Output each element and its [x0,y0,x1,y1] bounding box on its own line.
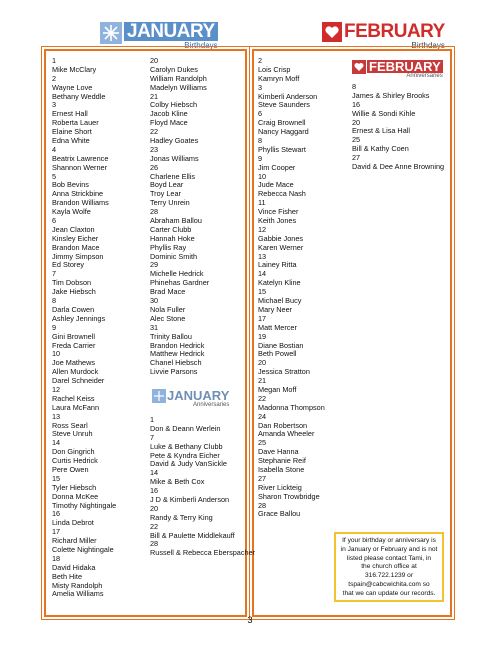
list-item: Elaine Short [52,127,92,137]
list-item: Curtis Hedrick [52,456,98,466]
january-title: JANUARY [124,22,218,41]
notice-line: the church office at [361,563,417,571]
list-item: Trinity Ballou [150,331,192,341]
list-item: 23 [150,144,159,154]
heart-icon [352,60,366,74]
list-item: Brad Mace [150,287,186,297]
list-item: James & Shirley Brooks [352,90,430,100]
list-item: Ernest & Lisa Hall [352,126,410,136]
list-item: 16 [52,509,61,519]
list-item: Jimmy Simpson [52,251,104,261]
january-birthdays-list-1 [52,57,116,599]
list-item: Don & Deann Werlein [150,423,221,433]
january-anniversaries-title: JANUARY [167,388,230,403]
list-item: Joe Mathews [52,358,95,368]
list-item: Ross Searl [52,420,88,430]
list-item: Jessica Stratton [258,367,310,377]
list-item: Phinehas Gardner [150,278,210,288]
list-item: Ashley Jennings [52,313,106,323]
list-item: 30 [150,296,159,306]
list-item: 12 [52,384,61,394]
list-item: 14 [150,468,159,478]
list-item: 8 [52,296,57,306]
list-item: 22 [258,393,267,403]
list-item: 14 [52,438,61,448]
january-anniversaries-list [150,416,255,558]
list-item: 7 [52,269,57,279]
list-item: Tyler Hiebsch [52,482,97,492]
list-item: Pete & Kyndra Eicher [150,450,220,460]
list-item: Steve Saunders [258,100,310,110]
list-item: 20 [150,56,159,65]
list-item: Charlene Ellis [150,171,196,181]
list-item: Pere Owen [52,464,89,474]
list-item: 3 [52,100,57,110]
list-item: Edna White [52,136,90,146]
list-item: River Lickteig [258,482,302,492]
list-item: Floyd Mace [150,118,188,128]
list-item: Isabella Stone [258,464,305,474]
list-item: 7 [150,432,155,442]
list-item: Rachel Keiss [52,393,95,403]
list-item: 15 [52,473,61,483]
february-title: FEBRUARY [344,21,445,42]
list-item: Willie & Sondi Kihle [352,108,416,118]
list-item: Ernest Hall [52,109,88,119]
list-item: Matthew Hedrick [150,349,205,359]
list-item: Mike McClary [52,64,97,74]
list-item: 15 [258,287,267,297]
list-item: 20 [150,503,159,513]
list-item: Grace Ballou [258,509,301,519]
list-item: 9 [258,153,263,163]
list-item: Colette Nightingale [52,544,114,554]
list-item: Beth Powell [258,349,297,359]
list-item: Kinsley Eicher [52,233,99,243]
list-item: Carter Clubb [150,224,192,234]
list-item: 22 [150,521,159,531]
list-item: 10 [258,171,267,181]
list-item: 18 [52,553,61,563]
list-item: David & Judy VanSickle [150,459,227,469]
list-item: 13 [258,251,267,261]
list-item: Ed Storey [52,260,85,270]
list-item: 19 [258,331,267,341]
list-item: Richard Miller [52,536,97,546]
notice-line: listed please contact Tami, in [346,554,432,562]
list-item: Megan Moff [258,384,297,394]
list-item: 16 [352,99,361,109]
list-item: Jacob Kline [150,109,188,119]
list-item: Livvie Parsons [150,367,198,377]
list-item: Wayne Love [52,82,93,92]
january-anniversaries-badge [152,389,229,408]
list-item: 31 [150,322,159,332]
list-item: Mike & Beth Cox [150,477,205,487]
list-item: Donna McKee [52,491,99,501]
list-item: 28 [150,207,159,217]
list-item: 17 [52,527,61,537]
list-item: Kayla Wolfe [52,207,91,217]
list-item: Darel Schneider [52,376,105,386]
list-item: Keith Jones [258,216,297,226]
list-item: Hannah Hoke [150,233,195,243]
list-item: Bob Bevins [52,180,89,190]
list-item: 28 [258,500,267,510]
notice-line: tspain@cabcwichita.com so [348,580,430,588]
list-item: 3 [258,82,263,92]
february-subtitle: Birthdays [411,41,445,50]
list-item: Phyllis Stewart [258,144,306,154]
list-item: 24 [258,411,267,421]
january-birthdays-list-2 [150,57,209,377]
list-item: 29 [150,260,159,270]
list-item: Brandon Mace [52,242,100,252]
list-item: Jonas Williams [150,153,199,163]
list-item: 6 [258,109,263,119]
list-item: Bethany Weddle [52,91,106,101]
list-item: Lainey Ritta [258,260,297,270]
list-item: Nancy Haggard [258,127,309,137]
list-item: Kimberli Anderson [258,91,318,101]
list-item: Darla Cowen [52,304,95,314]
list-item: 12 [258,224,267,234]
list-item: 5 [52,171,57,181]
list-item: Boyd Lear [150,180,184,190]
list-item: David Hidaka [52,562,96,572]
list-item: 21 [258,376,267,386]
list-item: Russell & Rebecca Eberspacher [150,548,256,558]
list-item: Timothy Nightingale [52,500,117,510]
february-birthdays-list [258,57,325,519]
list-item: Amelia Williams [52,589,104,599]
list-item: Craig Brownell [258,118,306,128]
notice-line: in January or February and is not [340,545,438,553]
list-item: Gabbie Jones [258,233,304,243]
list-item: Sharon Trowbridge [258,491,320,501]
january-subtitle: Birthdays [184,41,218,50]
list-item: Laura McFann [52,402,100,412]
list-item: Steve Unruh [52,429,93,439]
list-item: Diane Bostian [258,340,304,350]
list-item: Dominic Smith [150,251,198,261]
list-item: 6 [52,216,57,226]
list-item: 8 [352,82,357,91]
notice-line: If your birthday or anniversary is [342,537,436,544]
list-item: 25 [258,438,267,448]
notice-line: 316.722.1239 or [364,572,414,580]
list-item: Jean Claxton [52,224,95,234]
snowflake-icon [152,389,166,403]
february-birthdays-header [322,22,445,50]
heart-icon [322,22,342,42]
list-item: Brandon Williams [52,198,109,208]
list-item: Michael Bucy [258,296,302,306]
list-item: Luke & Bethany Clubb [150,441,223,451]
list-item: William Randolph [150,73,207,83]
list-item: Abraham Ballou [150,216,202,226]
list-item: Brandon Hedrick [150,340,205,350]
february-anniversaries-subtitle: Anniversaries [406,73,443,79]
list-item: 20 [352,117,361,127]
list-item: 8 [258,136,263,146]
list-item: Jim Cooper [258,162,296,172]
list-item: Don Gingrich [52,447,95,457]
snowflake-icon [100,22,122,44]
list-item: Rebecca Nash [258,189,306,199]
list-item: Bill & Paulette Middlekauff [150,530,235,540]
list-item: Tim Dobson [52,278,92,288]
contact-notice [334,532,444,602]
list-item: Bill & Kathy Coen [352,144,409,154]
list-item: 21 [150,91,159,101]
list-item: David & Dee Anne Browning [352,162,445,172]
list-item: 22 [150,127,159,137]
list-item: Nola Fuller [150,304,186,314]
list-item: Mary Neer [258,304,293,314]
february-anniversaries-list [352,83,444,172]
list-item: 13 [52,411,61,421]
list-item: Dave Hanna [258,447,299,457]
list-item: 4 [52,144,57,154]
list-item: Amanda Wheeler [258,429,315,439]
february-anniversaries-title: FEBRUARY [369,59,441,74]
list-item: 25 [352,135,361,145]
february-anniversaries-badge [352,60,443,79]
list-item: Hadley Goates [150,136,199,146]
list-item: Alec Stone [150,313,186,323]
list-item: Misty Randolph [52,580,103,590]
list-item: 1 [52,56,57,65]
list-item: 20 [258,358,267,368]
list-item: 28 [150,539,159,549]
list-item: Freda Carrier [52,340,96,350]
list-item: Randy & Terry King [150,512,213,522]
list-item: 1 [150,415,155,424]
list-item: Michelle Hedrick [150,269,204,279]
list-item: Vince Fisher [258,207,299,217]
list-item: Troy Lear [150,189,181,199]
january-birthdays-header [100,22,218,50]
list-item: Beth Hite [52,571,83,581]
list-item: Dan Robertson [258,420,308,430]
list-item: Anna Strickbine [52,189,104,199]
notice-line: that we can update our records. [342,589,436,597]
list-item: 2 [258,56,263,65]
list-item: Allen Murdock [52,367,99,377]
list-item: 9 [52,322,57,332]
list-item: Katelyn Kline [258,278,301,288]
list-item: 2 [52,73,57,83]
list-item: 27 [258,473,267,483]
list-item: Jude Mace [258,180,294,190]
list-item: 26 [150,162,159,172]
list-item: Stephanie Reif [258,456,306,466]
page-number: 3 [247,615,253,625]
list-item: Colby Hiebsch [150,100,198,110]
list-item: Karen Werner [258,242,304,252]
list-item: Lois Crisp [258,64,291,74]
list-item: Gini Brownell [52,331,95,341]
list-item: Chanel Hiebsch [150,358,202,368]
list-item: Jake Hiebsch [52,287,96,297]
list-item: Phyllis Ray [150,242,187,252]
list-item: 17 [258,313,267,323]
list-item: Madelyn Williams [150,82,207,92]
list-item: 27 [352,153,361,163]
list-item: Shannon Werner [52,162,108,172]
list-item: 10 [52,349,61,359]
list-item: Madonna Thompson [258,402,325,412]
list-item: Beatrix Lawrence [52,153,109,163]
list-item: 11 [258,198,266,208]
list-item: Linda Debrot [52,518,94,528]
list-item: 14 [258,269,267,279]
list-item: J D & Kimberli Anderson [150,495,230,505]
list-item: Matt Mercer [258,322,297,332]
list-item: Terry Unrein [150,198,190,208]
list-item: 16 [150,486,159,496]
list-item: Roberta Lauer [52,118,99,128]
january-anniversaries-subtitle: Anniversaries [193,402,230,408]
list-item: Kamryn Moff [258,73,300,83]
list-item: Carolyn Dukes [150,64,198,74]
